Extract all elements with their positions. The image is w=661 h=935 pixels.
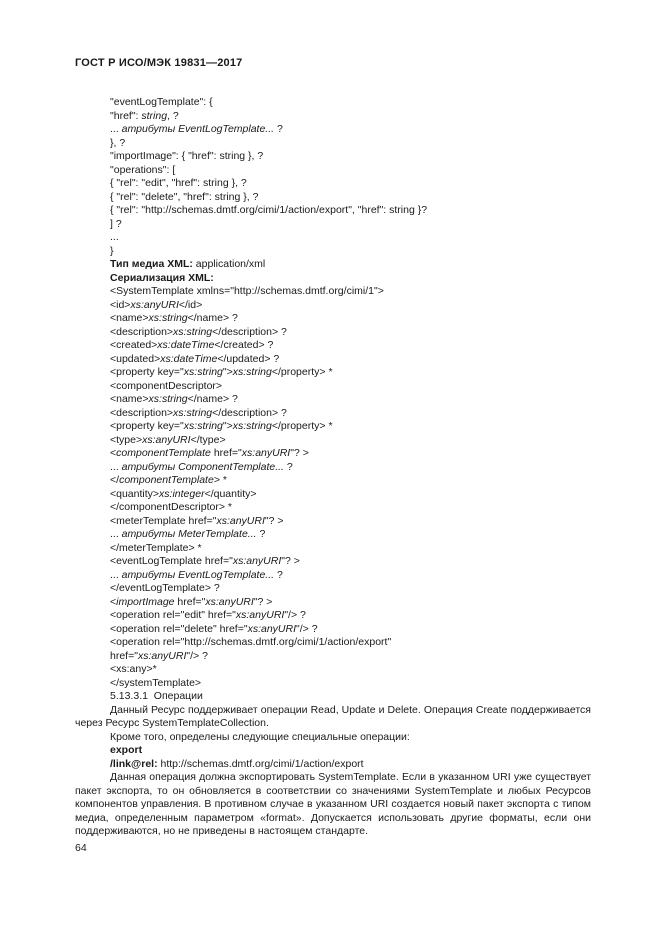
code-line — [110, 110, 591, 124]
code-line — [110, 474, 591, 488]
text: <created> — [110, 339, 158, 351]
code-line — [110, 596, 591, 610]
text: http://schemas.dmtf.org/cimi/1/action/export — [157, 757, 364, 770]
code-line — [110, 623, 591, 637]
italic-text: атрибуты EventLogTemplate... — [121, 568, 277, 581]
code-line — [110, 285, 591, 299]
code-line — [110, 663, 591, 677]
text: "importImage": { "href": string }, ? — [110, 150, 264, 162]
text: href=" — [174, 595, 206, 608]
code-line — [110, 528, 591, 542]
text: </description> ? — [212, 406, 287, 419]
text: </systemTemplate> — [110, 676, 202, 689]
code-line — [110, 407, 591, 421]
text: </property> * — [271, 366, 333, 378]
text: </name> ? — [187, 393, 238, 405]
text: "/> ? — [296, 622, 318, 635]
code-line — [110, 123, 591, 137]
text: "> — [222, 420, 233, 432]
italic-text: xs:string — [232, 420, 272, 432]
code-line — [110, 515, 591, 529]
code-line — [110, 245, 591, 259]
code-line — [110, 501, 591, 515]
code-line — [110, 150, 591, 164]
code-line — [110, 191, 591, 205]
text: ... — [110, 460, 122, 473]
italic-text: xs:string — [148, 312, 188, 324]
code-line — [110, 434, 591, 448]
italic-text: xs:string — [148, 393, 188, 405]
text: </ — [110, 474, 120, 486]
italic-text: xs:anyURI — [130, 298, 179, 311]
bold-text: Сериализация XML: — [110, 271, 214, 284]
italic-text: xs:string — [183, 366, 223, 378]
code-line — [110, 609, 591, 623]
italic-text: атрибуты EventLogTemplate... — [121, 123, 277, 135]
text: <eventLogTemplate href=" — [110, 555, 233, 567]
bold-text: Тип медиа XML: — [110, 258, 193, 270]
code-line — [110, 420, 591, 434]
text: href=" — [110, 649, 138, 662]
italic-text: xs:string — [173, 325, 213, 338]
text: href=" — [210, 447, 242, 459]
text: <name> — [110, 312, 149, 324]
text: "? > — [290, 447, 309, 459]
text: <updated> — [110, 352, 161, 365]
code-line — [110, 231, 591, 245]
code-line — [110, 299, 591, 313]
italic-text: xs:anyURI — [142, 433, 191, 446]
code-line — [110, 96, 591, 110]
text: </updated> ? — [217, 352, 280, 365]
text: ... — [110, 528, 122, 540]
text: ... — [110, 123, 122, 135]
text: <operation rel="http://schemas.dmtf.org/cimi/1/action/export" — [110, 636, 392, 648]
paragraph-export-description: Данная операция должна экспортировать SystemTemplate. Если в указанном URI уже существует пакет экспорта, то он обновляется в соответствии со значениями SystemTemplate и любых Ресурсов компонентов управления. В противном случае в указанном URI создается новый пакет экспорта с типом медиа, определенным параметром «format». Допускается использовать другие форматы, если они поддерживаются, но не приведены в настоящем стандарте. — [75, 771, 591, 837]
italic-text: xs:integer — [159, 487, 205, 500]
text: < — [110, 447, 117, 459]
text: 5.13.3.1 Операции — [110, 690, 203, 702]
code-line — [110, 461, 591, 475]
page-number: 64 — [75, 842, 87, 854]
text: ? — [286, 460, 293, 473]
italic-text: xs:string — [232, 366, 272, 378]
text: ? — [276, 123, 283, 135]
text: ... — [110, 568, 122, 581]
italic-text: componentTemplate — [119, 474, 214, 486]
italic-text: xs:string — [173, 406, 213, 419]
text: </quantity> — [204, 487, 257, 500]
code-line — [110, 447, 591, 461]
text: </meterTemplate> * — [110, 541, 202, 554]
code-line — [110, 366, 591, 380]
text: }, ? — [110, 136, 126, 149]
italic-text: xs:anyURI — [235, 609, 285, 621]
text: </eventLogTemplate> ? — [110, 582, 220, 594]
code-line — [110, 339, 591, 353]
link-rel-line — [110, 758, 591, 772]
text: < — [110, 595, 117, 608]
text: "? > — [281, 555, 300, 567]
italic-text: componentTemplate — [116, 447, 211, 459]
text: ? — [259, 528, 266, 540]
code-line — [110, 542, 591, 556]
italic-text: xs:anyURI — [247, 622, 297, 635]
text: "/> ? — [284, 609, 306, 621]
text: <componentDescriptor> — [110, 379, 223, 392]
italic-text: xs:string — [183, 420, 223, 432]
code-line — [110, 137, 591, 151]
text: "? > — [253, 595, 273, 608]
code-line — [110, 582, 591, 596]
code-line — [110, 218, 591, 232]
code-line — [110, 569, 591, 583]
code-line — [110, 650, 591, 664]
bold-text: export — [110, 744, 143, 756]
italic-text: xs:anyURI — [137, 649, 187, 662]
text: <description> — [110, 325, 174, 338]
paragraph-operations: Данный Ресурс поддерживает операции Read, Update и Delete. Операция Create поддерживается через Ресурс SystemTemplateCollection. — [75, 703, 591, 729]
code-line — [110, 353, 591, 367]
document-header: ГОСТ Р ИСО/МЭК 19831—2017 — [75, 57, 243, 69]
italic-text: xs:anyURI — [205, 595, 254, 608]
text: <name> — [110, 393, 149, 405]
code-line — [110, 177, 591, 191]
code-line — [110, 636, 591, 650]
media-type-line — [110, 258, 591, 272]
text: ... — [110, 231, 119, 243]
text: </name> ? — [187, 312, 238, 324]
text: </componentDescriptor> * — [110, 501, 232, 513]
text: } — [110, 244, 114, 257]
text: </description> ? — [212, 325, 287, 338]
text: "eventLogTemplate": { — [110, 96, 213, 108]
xml-serialization-label — [110, 272, 591, 286]
document-body — [75, 96, 591, 839]
document-content — [75, 57, 591, 839]
text: ? — [276, 568, 283, 581]
text: "/> ? — [186, 649, 208, 662]
text: "> — [222, 366, 233, 378]
section-heading — [110, 690, 591, 704]
text: "operations": [ — [110, 163, 176, 176]
italic-text: атрибуты MeterTemplate... — [121, 528, 260, 540]
text: application/xml — [192, 258, 266, 270]
text: </created> ? — [214, 339, 274, 351]
italic-text: xs:dateTime — [157, 339, 215, 351]
code-line — [110, 164, 591, 178]
italic-text: xs:dateTime — [160, 352, 218, 365]
text: <operation rel="edit" href=" — [110, 609, 236, 621]
text: <description> — [110, 406, 174, 419]
text: <property key=" — [110, 366, 184, 378]
text: <operation rel="delete" href=" — [110, 622, 248, 635]
export-label — [110, 744, 591, 758]
italic-text: xs:anyURI — [232, 555, 282, 567]
code-line — [110, 677, 591, 691]
italic-text: xs:anyURI — [216, 514, 265, 527]
code-line — [110, 312, 591, 326]
text: { "rel": "http://schemas.dmtf.org/cimi/1/action/export", "href": string }? — [110, 204, 428, 216]
italic-text: атрибуты ComponentTemplate... — [121, 460, 287, 473]
code-line — [110, 380, 591, 394]
text: <quantity> — [110, 487, 160, 500]
text: <meterTemplate href=" — [110, 514, 217, 527]
text: </property> * — [271, 420, 333, 432]
text: { "rel": "edit", "href": string }, ? — [110, 177, 247, 189]
text: </id> — [178, 298, 203, 311]
code-line — [110, 488, 591, 502]
code-line — [110, 555, 591, 569]
text: <xs:any>* — [110, 663, 157, 675]
text: <type> — [110, 433, 143, 446]
text: <id> — [110, 298, 131, 311]
text: "? > — [264, 514, 284, 527]
italic-text: importImage — [116, 595, 175, 608]
text: <SystemTemplate xmlns="http://schemas.dmtf.org/cimi/1"> — [110, 285, 384, 297]
italic-text: string — [141, 109, 168, 122]
text: "href": — [110, 109, 142, 122]
bold-text: /link@rel: — [110, 757, 158, 770]
paragraph-special-operations: Кроме того, определены следующие специальные операции: — [110, 730, 410, 743]
code-line — [110, 393, 591, 407]
text: </type> — [190, 433, 226, 446]
italic-text: xs:anyURI — [241, 447, 291, 459]
code-line — [110, 204, 591, 218]
text: <property key=" — [110, 420, 184, 432]
text: > * — [213, 474, 227, 486]
code-line — [110, 326, 591, 340]
text: ] ? — [110, 217, 122, 230]
text: , ? — [167, 109, 179, 122]
text: { "rel": "delete", "href": string }, ? — [110, 190, 259, 203]
